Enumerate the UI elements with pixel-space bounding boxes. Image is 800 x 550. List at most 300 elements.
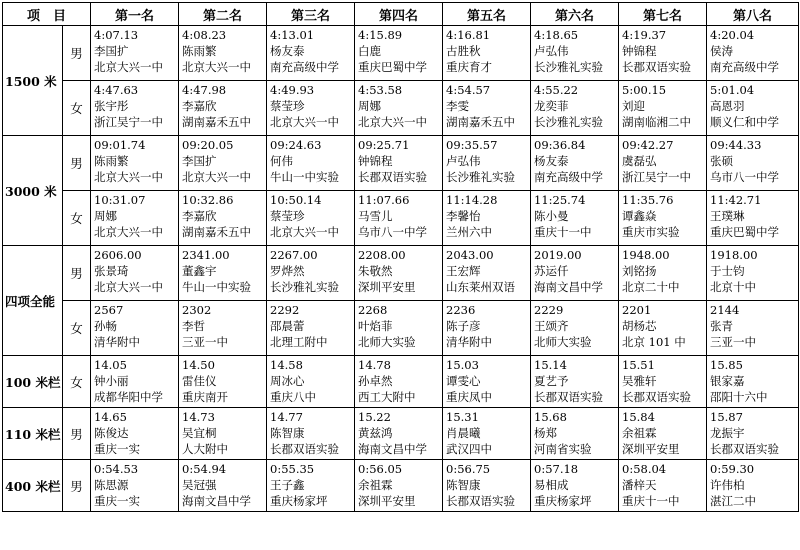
school-name: 北理工附中 — [270, 335, 328, 349]
athlete-name: 胡杨芯 — [622, 319, 657, 333]
result-cell — [355, 301, 443, 356]
athlete-name: 李雯 — [446, 99, 470, 113]
result-mark: 4:47.63 — [94, 83, 139, 97]
results-table — [2, 2, 799, 512]
school-name: 北京大兴一中 — [270, 115, 340, 129]
result-mark: 11:25.74 — [534, 193, 586, 207]
gender-label: 女 — [63, 191, 91, 246]
result-mark: 2043.00 — [446, 248, 494, 262]
result-cell — [707, 460, 799, 512]
result-mark: 0:55.35 — [270, 462, 315, 476]
result-cell — [619, 301, 707, 356]
school-name: 河南省实验 — [534, 442, 592, 456]
result-mark: 09:42.27 — [622, 138, 674, 152]
athlete-name: 陈雨繁 — [94, 154, 129, 168]
table-row — [3, 301, 799, 356]
school-name: 重庆巴蜀中学 — [710, 225, 780, 239]
result-cell — [267, 81, 355, 136]
header-rank-5: 第五名 — [443, 3, 531, 26]
gender-label: 男 — [63, 26, 91, 81]
athlete-name: 白鹿 — [358, 44, 382, 58]
result-cell — [267, 460, 355, 512]
result-cell — [179, 81, 267, 136]
school-name: 深圳平安里 — [358, 494, 416, 508]
result-cell — [531, 356, 619, 408]
school-name: 三亚一中 — [710, 335, 757, 349]
school-name: 北京大兴一中 — [358, 115, 428, 129]
athlete-name: 谭鑫焱 — [622, 209, 657, 223]
school-name: 北京大兴一中 — [182, 60, 252, 74]
result-cell — [619, 81, 707, 136]
result-cell — [531, 301, 619, 356]
result-mark: 15.31 — [446, 410, 479, 424]
result-cell — [355, 26, 443, 81]
athlete-name: 李嘉欣 — [182, 209, 217, 223]
result-mark: 15.87 — [710, 410, 743, 424]
athlete-name: 潘梓天 — [622, 478, 657, 492]
result-cell — [179, 136, 267, 191]
athlete-name: 罗烨然 — [270, 264, 305, 278]
athlete-name: 吴冠强 — [182, 478, 217, 492]
athlete-name: 古胜秋 — [446, 44, 481, 58]
result-mark: 4:53.58 — [358, 83, 403, 97]
result-mark: 09:20.05 — [182, 138, 234, 152]
athlete-name: 钟锦程 — [358, 154, 393, 168]
result-cell — [619, 460, 707, 512]
athlete-name: 陈小曼 — [534, 209, 569, 223]
table-row — [3, 408, 799, 460]
result-mark: 14.77 — [270, 410, 303, 424]
result-mark: 2341.00 — [182, 248, 230, 262]
athlete-name: 余祖霖 — [622, 426, 657, 440]
result-mark: 15.14 — [534, 358, 567, 372]
result-mark: 11:07.66 — [358, 193, 410, 207]
athlete-name: 夏艺予 — [534, 374, 569, 388]
athlete-name: 许伟柏 — [710, 478, 745, 492]
event-name: 四项全能 — [3, 246, 63, 356]
school-name: 重庆十一中 — [622, 494, 680, 508]
athlete-name: 王璞琳 — [710, 209, 745, 223]
athlete-name: 张景琦 — [94, 264, 129, 278]
result-mark: 4:08.23 — [182, 28, 227, 42]
result-mark: 4:54.57 — [446, 83, 491, 97]
athlete-name: 陈思源 — [94, 478, 129, 492]
school-name: 重庆十一中 — [534, 225, 592, 239]
result-cell — [355, 460, 443, 512]
result-mark: 0:59.30 — [710, 462, 755, 476]
result-cell — [531, 26, 619, 81]
result-mark: 14.58 — [270, 358, 303, 372]
result-mark: 09:24.63 — [270, 138, 322, 152]
result-cell — [531, 191, 619, 246]
school-name: 北京大兴一中 — [94, 225, 164, 239]
athlete-name: 周娜 — [358, 99, 382, 113]
school-name: 顺义仁和中学 — [710, 115, 780, 129]
table-row — [3, 81, 799, 136]
header-rank-4: 第四名 — [355, 3, 443, 26]
result-cell — [355, 408, 443, 460]
school-name: 重庆杨家坪 — [534, 494, 592, 508]
header-rank-7: 第七名 — [619, 3, 707, 26]
result-mark: 5:01.04 — [710, 83, 755, 97]
school-name: 重庆南开 — [182, 390, 229, 404]
result-cell — [443, 460, 531, 512]
result-mark: 09:25.71 — [358, 138, 410, 152]
result-mark: 2236 — [446, 303, 476, 317]
result-cell — [443, 26, 531, 81]
athlete-name: 余祖霖 — [358, 478, 393, 492]
school-name: 乌市八一中学 — [710, 170, 780, 184]
gender-label: 女 — [63, 301, 91, 356]
school-name: 清华附中 — [446, 335, 493, 349]
result-cell — [619, 191, 707, 246]
athlete-name: 孙卓然 — [358, 374, 393, 388]
school-name: 重庆杨家坪 — [270, 494, 328, 508]
result-mark: 4:15.89 — [358, 28, 403, 42]
school-name: 湖南嘉禾五中 — [182, 115, 252, 129]
school-name: 北京 101 中 — [622, 335, 686, 349]
table-row — [3, 246, 799, 301]
athlete-name: 黄兹鸿 — [358, 426, 393, 440]
result-cell — [707, 136, 799, 191]
result-cell — [91, 460, 179, 512]
gender-label: 女 — [63, 81, 91, 136]
school-name: 重庆八中 — [270, 390, 317, 404]
athlete-name: 李国扩 — [94, 44, 129, 58]
result-mark: 15.68 — [534, 410, 567, 424]
result-cell — [355, 81, 443, 136]
school-name: 重庆巴蜀中学 — [358, 60, 428, 74]
athlete-name: 王宏辉 — [446, 264, 481, 278]
result-mark: 0:58.04 — [622, 462, 667, 476]
school-name: 南充高级中学 — [710, 60, 780, 74]
result-cell — [91, 136, 179, 191]
result-mark: 11:14.28 — [446, 193, 498, 207]
table-row — [3, 191, 799, 246]
result-mark: 14.50 — [182, 358, 215, 372]
result-mark: 15.85 — [710, 358, 743, 372]
school-name: 长郡双语实验 — [446, 494, 516, 508]
result-cell — [443, 136, 531, 191]
school-name: 兰州六中 — [446, 225, 493, 239]
school-name: 长郡双语实验 — [622, 60, 692, 74]
athlete-name: 李馨怡 — [446, 209, 481, 223]
result-cell — [267, 356, 355, 408]
athlete-name: 杨友泰 — [534, 154, 569, 168]
result-mark: 4:55.22 — [534, 83, 579, 97]
result-mark: 14.65 — [94, 410, 127, 424]
table-row — [3, 356, 799, 408]
result-cell — [443, 408, 531, 460]
result-cell — [443, 356, 531, 408]
athlete-name: 周冰心 — [270, 374, 305, 388]
school-name: 深圳平安里 — [622, 442, 680, 456]
result-mark: 10:50.14 — [270, 193, 322, 207]
result-mark: 15.22 — [358, 410, 391, 424]
school-name: 长郡双语实验 — [622, 390, 692, 404]
school-name: 长郡双语实验 — [534, 390, 604, 404]
result-mark: 0:56.75 — [446, 462, 491, 476]
athlete-name: 侯涛 — [710, 44, 734, 58]
result-mark: 10:31.07 — [94, 193, 146, 207]
school-name: 海南文昌中学 — [534, 280, 604, 294]
result-cell — [619, 136, 707, 191]
gender-label: 男 — [63, 136, 91, 191]
result-cell — [531, 246, 619, 301]
school-name: 北京二十中 — [622, 280, 680, 294]
athlete-name: 马雪儿 — [358, 209, 393, 223]
result-mark: 4:18.65 — [534, 28, 579, 42]
result-cell — [179, 246, 267, 301]
athlete-name: 朱敬然 — [358, 264, 393, 278]
athlete-name: 卢弘伟 — [446, 154, 481, 168]
result-cell — [531, 136, 619, 191]
school-name: 深圳平安里 — [358, 280, 416, 294]
athlete-name: 虞磊弘 — [622, 154, 657, 168]
gender-label: 男 — [63, 460, 91, 512]
athlete-name: 王颂齐 — [534, 319, 569, 333]
result-cell — [443, 81, 531, 136]
header-item: 项 目 — [3, 3, 91, 26]
result-cell — [179, 460, 267, 512]
result-mark: 09:44.33 — [710, 138, 762, 152]
result-cell — [91, 246, 179, 301]
header-rank-3: 第三名 — [267, 3, 355, 26]
result-mark: 2268 — [358, 303, 388, 317]
result-mark: 2144 — [710, 303, 740, 317]
result-cell — [179, 301, 267, 356]
result-cell — [179, 26, 267, 81]
athlete-name: 刘铭扬 — [622, 264, 657, 278]
school-name: 重庆市实验 — [622, 225, 680, 239]
result-mark: 09:01.74 — [94, 138, 146, 152]
result-mark: 11:35.76 — [622, 193, 674, 207]
result-mark: 1918.00 — [710, 248, 758, 262]
result-mark: 2019.00 — [534, 248, 582, 262]
athlete-name: 肖晨曦 — [446, 426, 481, 440]
result-mark: 4:47.98 — [182, 83, 227, 97]
table-row — [3, 136, 799, 191]
result-cell — [355, 191, 443, 246]
athlete-name: 叶焰菲 — [358, 319, 393, 333]
header-rank-2: 第二名 — [179, 3, 267, 26]
event-name: 3000 米 — [3, 136, 63, 246]
athlete-name: 谭雯心 — [446, 374, 481, 388]
result-cell — [531, 81, 619, 136]
result-cell — [267, 26, 355, 81]
school-name: 山东莱州双语 — [446, 280, 516, 294]
gender-label: 男 — [63, 408, 91, 460]
athlete-name: 龙振宇 — [710, 426, 745, 440]
athlete-name: 董鑫宇 — [182, 264, 217, 278]
result-cell — [179, 408, 267, 460]
result-cell — [707, 356, 799, 408]
school-name: 人大附中 — [182, 442, 229, 456]
school-name: 北京大兴一中 — [270, 225, 340, 239]
result-mark: 2267.00 — [270, 248, 318, 262]
school-name: 北京十中 — [710, 280, 757, 294]
result-cell — [267, 408, 355, 460]
school-name: 牛山一中实验 — [182, 280, 252, 294]
school-name: 成都华阳中学 — [94, 390, 164, 404]
result-cell — [355, 246, 443, 301]
result-cell — [91, 408, 179, 460]
result-cell — [179, 356, 267, 408]
athlete-name: 张宇彤 — [94, 99, 129, 113]
result-cell — [91, 191, 179, 246]
athlete-name: 李哲 — [182, 319, 206, 333]
event-name: 1500 米 — [3, 26, 63, 136]
school-name: 北京大兴一中 — [94, 280, 164, 294]
athlete-name: 卢弘伟 — [534, 44, 569, 58]
result-cell — [443, 301, 531, 356]
athlete-name: 杨友泰 — [270, 44, 305, 58]
school-name: 北师大实验 — [358, 335, 416, 349]
result-cell — [267, 246, 355, 301]
result-mark: 14.05 — [94, 358, 127, 372]
school-name: 长沙雅礼实验 — [534, 115, 604, 129]
result-cell — [91, 301, 179, 356]
athlete-name: 陈智康 — [270, 426, 305, 440]
athlete-name: 于士钧 — [710, 264, 745, 278]
school-name: 湖南嘉禾五中 — [182, 225, 252, 239]
athlete-name: 陈子彦 — [446, 319, 481, 333]
school-name: 长沙雅礼实验 — [270, 280, 340, 294]
header-row — [3, 3, 799, 26]
result-mark: 2229 — [534, 303, 564, 317]
result-mark: 1948.00 — [622, 248, 670, 262]
gender-label: 男 — [63, 246, 91, 301]
school-name: 重庆育才 — [446, 60, 493, 74]
result-mark: 4:49.93 — [270, 83, 315, 97]
athlete-name: 李嘉欣 — [182, 99, 217, 113]
result-mark: 15.51 — [622, 358, 655, 372]
result-mark: 2606.00 — [94, 248, 142, 262]
school-name: 西工大附中 — [358, 390, 416, 404]
school-name: 武汉四中 — [446, 442, 493, 456]
athlete-name: 周娜 — [94, 209, 118, 223]
result-cell — [619, 26, 707, 81]
result-cell — [91, 81, 179, 136]
school-name: 北京大兴一中 — [94, 60, 164, 74]
header-rank-8: 第八名 — [707, 3, 799, 26]
result-cell — [707, 81, 799, 136]
result-mark: 0:54.53 — [94, 462, 139, 476]
school-name: 长沙雅礼实验 — [534, 60, 604, 74]
athlete-name: 高恩羽 — [710, 99, 745, 113]
school-name: 北京大兴一中 — [182, 170, 252, 184]
result-cell — [531, 408, 619, 460]
school-name: 湖南临湘二中 — [622, 115, 692, 129]
athlete-name: 孙畅 — [94, 319, 118, 333]
result-cell — [707, 191, 799, 246]
athlete-name: 陈雨繁 — [182, 44, 217, 58]
result-mark: 5:00.15 — [622, 83, 667, 97]
school-name: 湛江二中 — [710, 494, 757, 508]
result-cell — [619, 356, 707, 408]
result-mark: 0:54.94 — [182, 462, 227, 476]
school-name: 清华附中 — [94, 335, 141, 349]
athlete-name: 杨郑 — [534, 426, 558, 440]
result-mark: 2201 — [622, 303, 652, 317]
result-cell — [707, 408, 799, 460]
result-mark: 4:16.81 — [446, 28, 491, 42]
result-mark: 4:19.37 — [622, 28, 667, 42]
result-mark: 10:32.86 — [182, 193, 234, 207]
school-name: 重庆一实 — [94, 494, 141, 508]
result-cell — [355, 356, 443, 408]
result-cell — [267, 136, 355, 191]
school-name: 北京大兴一中 — [94, 170, 164, 184]
result-mark: 4:07.13 — [94, 28, 139, 42]
result-cell — [619, 246, 707, 301]
result-cell — [91, 26, 179, 81]
athlete-name: 雷佳仪 — [182, 374, 217, 388]
result-mark: 0:56.05 — [358, 462, 403, 476]
result-mark: 09:36.84 — [534, 138, 586, 152]
school-name: 浙江吴宁一中 — [622, 170, 692, 184]
athlete-name: 蔡莹珍 — [270, 99, 305, 113]
result-cell — [707, 246, 799, 301]
athlete-name: 钟小丽 — [94, 374, 129, 388]
athlete-name: 蔡莹珍 — [270, 209, 305, 223]
result-cell — [707, 26, 799, 81]
school-name: 湖南嘉禾五中 — [446, 115, 516, 129]
athlete-name: 吴宜桐 — [182, 426, 217, 440]
school-name: 北师大实验 — [534, 335, 592, 349]
result-mark: 09:35.57 — [446, 138, 498, 152]
result-cell — [707, 301, 799, 356]
result-mark: 2302 — [182, 303, 212, 317]
event-name: 110 米栏 — [3, 408, 63, 460]
school-name: 三亚一中 — [182, 335, 229, 349]
result-cell — [443, 191, 531, 246]
athlete-name: 陈俊达 — [94, 426, 129, 440]
athlete-name: 龙奕菲 — [534, 99, 569, 113]
result-mark: 2567 — [94, 303, 124, 317]
athlete-name: 刘迎 — [622, 99, 646, 113]
event-name: 100 米栏 — [3, 356, 63, 408]
athlete-name: 何伟 — [270, 154, 294, 168]
result-mark: 15.03 — [446, 358, 479, 372]
result-mark: 11:42.71 — [710, 193, 762, 207]
school-name: 邵阳十六中 — [710, 390, 768, 404]
result-mark: 0:57.18 — [534, 462, 579, 476]
athlete-name: 易相成 — [534, 478, 569, 492]
result-cell — [179, 191, 267, 246]
school-name: 乌市八一中学 — [358, 225, 428, 239]
result-cell — [267, 191, 355, 246]
school-name: 长郡双语实验 — [710, 442, 780, 456]
athlete-name: 张青 — [710, 319, 734, 333]
result-mark: 14.73 — [182, 410, 215, 424]
athlete-name: 陈智康 — [446, 478, 481, 492]
school-name: 海南文昌中学 — [358, 442, 428, 456]
school-name: 重庆凤中 — [446, 390, 493, 404]
school-name: 南充高级中学 — [270, 60, 340, 74]
table-row — [3, 460, 799, 512]
athlete-name: 银家嘉 — [710, 374, 745, 388]
result-cell — [619, 408, 707, 460]
result-mark: 2292 — [270, 303, 300, 317]
result-mark: 2208.00 — [358, 248, 406, 262]
athlete-name: 钟锦程 — [622, 44, 657, 58]
athlete-name: 苏运仟 — [534, 264, 569, 278]
result-cell — [531, 460, 619, 512]
school-name: 长郡双语实验 — [358, 170, 428, 184]
result-mark: 4:13.01 — [270, 28, 315, 42]
school-name: 长郡双语实验 — [270, 442, 340, 456]
